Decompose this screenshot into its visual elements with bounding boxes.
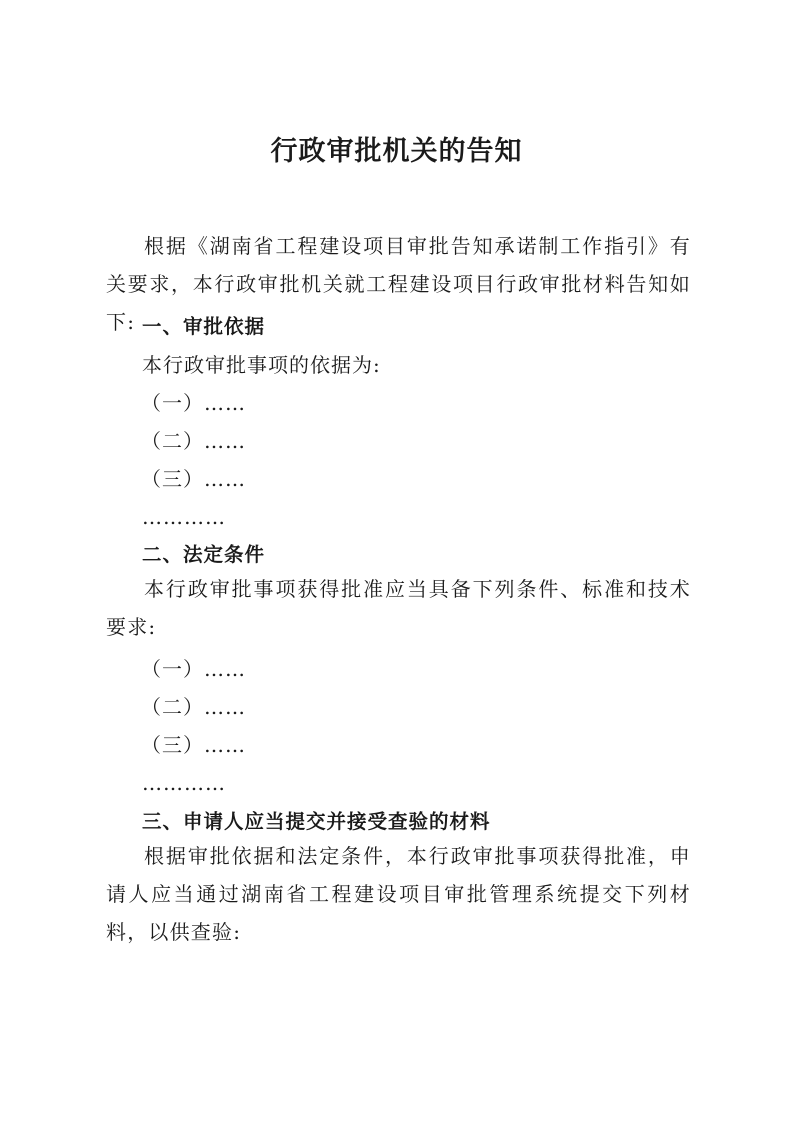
section2-item: （三）…… bbox=[141, 733, 246, 757]
intro-paragraph: 根据《湖南省工程建设项目审批告知承诺制工作指引》有关要求，本行政审批机关就工程建设项目行政审批材料告知如下: bbox=[106, 234, 691, 334]
section2-ellipsis: ………… bbox=[142, 771, 226, 795]
section2-heading: 二、法定条件 bbox=[142, 543, 266, 566]
section2-item: （一）…… bbox=[141, 657, 246, 681]
section1-item: （一）…… bbox=[141, 391, 246, 415]
section2-lead: 本行政审批事项获得批准应当具备下列条件、标准和技术要求: bbox=[106, 577, 691, 639]
section1-ellipsis: ………… bbox=[142, 505, 226, 529]
document-title: 行政审批机关的告知 bbox=[270, 136, 523, 167]
section1-lead: 本行政审批事项的依据为: bbox=[142, 353, 381, 377]
section1-heading: 一、审批依据 bbox=[142, 315, 266, 338]
section1-item: （二）…… bbox=[141, 429, 246, 453]
section1-item: （三）…… bbox=[141, 467, 246, 491]
section2-item: （二）…… bbox=[141, 695, 246, 719]
section3-heading: 三、申请人应当提交并接受查验的材料 bbox=[142, 810, 491, 833]
section3-body: 根据审批依据和法定条件，本行政审批事项获得批准，申请人应当通过湖南省工程建设项目审批管理系统提交下列材料，以供查验: bbox=[106, 844, 691, 944]
